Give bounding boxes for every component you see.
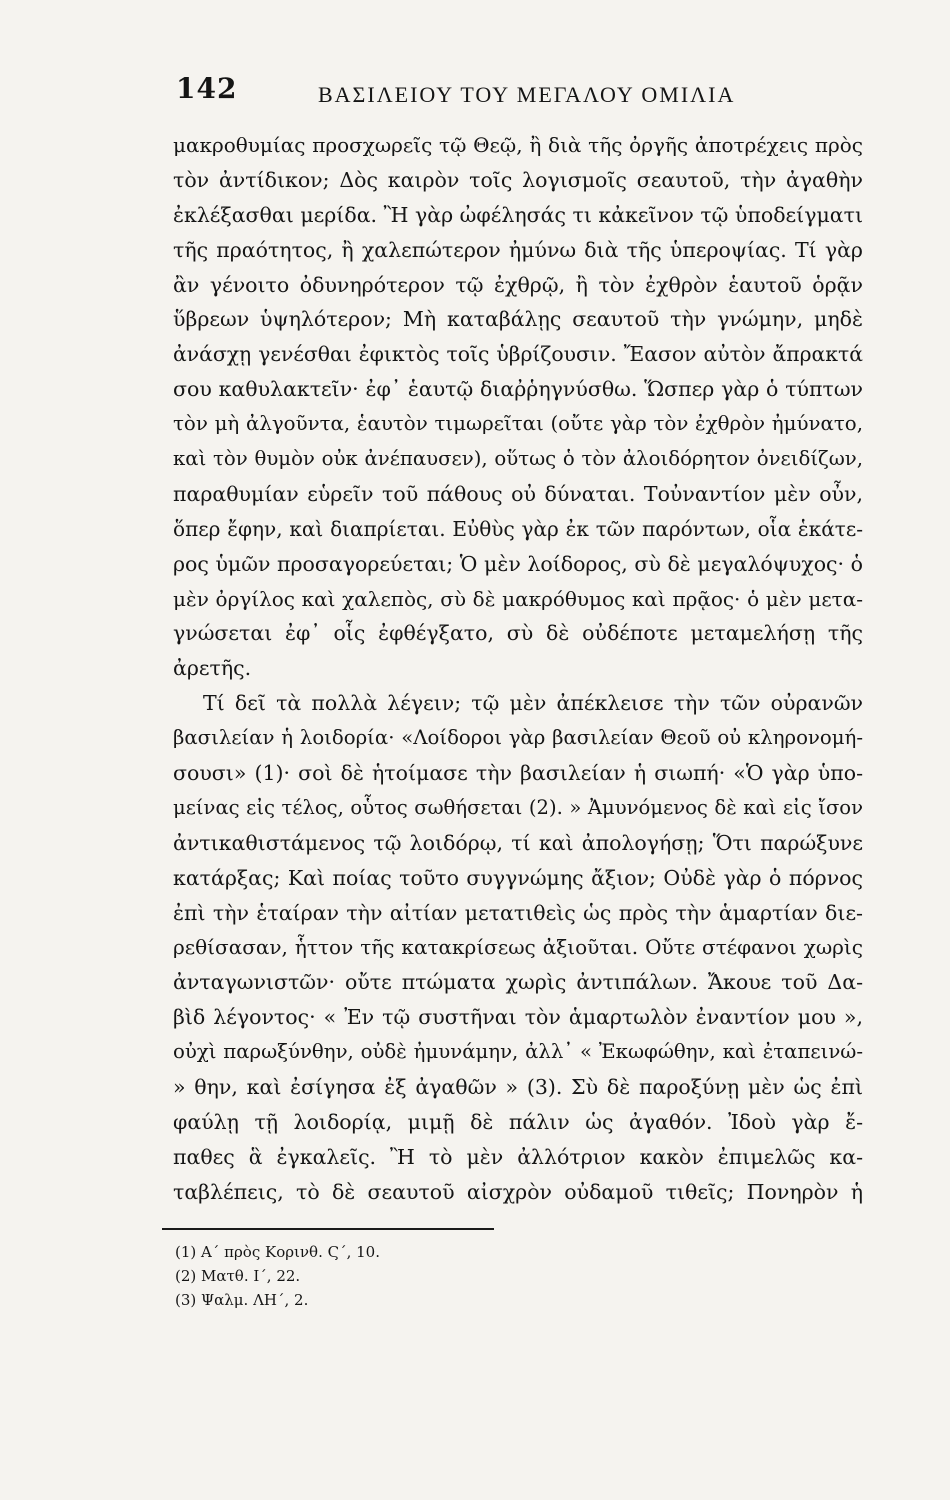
text-line: παθες ἃ ἐγκαλεῖς. Ἢ τὸ μὲν ἀλλότριον κακὸν ἐπιμελῶς κα- bbox=[173, 1144, 863, 1169]
text-line: ἐκλέξασθαι μερίδα. Ἢ γὰρ ὠφέλησάς τι κἀκεῖνον τῷ ὑποδείγματι bbox=[173, 202, 863, 227]
text-line: βὶδ λέγοντος· « Ἐν τῷ συστῆναι τὸν ἁμαρτωλὸν ἐναντίον μου », bbox=[173, 1005, 863, 1030]
text-line: μείνας εἰς τέλος, οὗτος σωθήσεται (2). » Ἀμυνόμενος δὲ καὶ εἰς ἴσον bbox=[173, 795, 863, 819]
text-line: ταβλέπεις, τὸ δὲ σεαυτοῦ αἰσχρὸν οὐδαμοῦ τιθεῖς; Πονηρὸν ἡ bbox=[173, 1179, 863, 1204]
text-line: μὲν ὀργίλος καὶ χαλεπὸς, σὺ δὲ μακρόθυμος καὶ πρᾷος· ὁ μὲν μετα- bbox=[173, 586, 863, 611]
page-number: 142 bbox=[176, 72, 238, 105]
footnote: (3) Ψαλμ. ΛΗ΄, 2. bbox=[175, 1291, 309, 1309]
text-line: σου καθυλακτεῖν· ἐφ᾽ ἑαυτῷ διαῤῥηγνύσθω. Ὥσπερ γὰρ ὁ τύπτων bbox=[173, 377, 863, 402]
text-line: ρος ὑμῶν προσαγορεύεται; Ὁ μὲν λοίδορος, σὺ δὲ μεγαλόψυχος· ὁ bbox=[173, 551, 863, 576]
footnotes bbox=[175, 1240, 575, 1312]
text-line: βασιλείαν ἡ λοιδορία· «Λοίδοροι γὰρ βασιλείαν Θεοῦ οὐ κληρονομή- bbox=[173, 726, 863, 750]
text-line: οὐχὶ παρωξύνθην, οὐδὲ ἠμυνάμην, ἀλλ᾽ « Ἐκωφώθην, καὶ ἐταπεινώ- bbox=[173, 1040, 863, 1064]
footnote: (2) Ματθ. Ι΄, 22. bbox=[175, 1267, 301, 1285]
text-line: φαύλῃ τῇ λοιδορίᾳ, μιμῇ δὲ πάλιν ὡς ἀγαθόν. Ἰδοὺ γὰρ ἔ- bbox=[173, 1109, 863, 1134]
text-line: κατάρξας; Καὶ ποίας τοῦτο συγγνώμης ἄξιον; Οὐδὲ γὰρ ὁ πόρνος bbox=[173, 865, 863, 890]
text-line: καὶ τὸν θυμὸν οὐκ ἀνέπαυσεν), οὕτως ὁ τὸν ἀλοιδόρητον ὀνειδίζων, bbox=[173, 447, 863, 471]
footnote-divider bbox=[162, 1228, 494, 1230]
text-line: ἀνταγωνιστῶν· οὔτε πτώματα χωρὶς ἀντιπάλων. Ἄκουε τοῦ Δα- bbox=[173, 970, 863, 995]
text-line: ἂν γένοιτο ὀδυνηρότερον τῷ ἐχθρῷ, ἢ τὸν ἐχθρὸν ἑαυτοῦ ὁρᾷν bbox=[173, 272, 863, 297]
running-head bbox=[168, 72, 858, 112]
body-text bbox=[173, 128, 863, 1210]
text-line: ἐπὶ τὴν ἑταίραν τὴν αἰτίαν μετατιθεὶς ὡς πρὸς τὴν ἁμαρτίαν διε- bbox=[173, 900, 863, 925]
text-line: ὅπερ ἔφην, καὶ διαπρίεται. Εὐθὺς γὰρ ἐκ τῶν παρόντων, οἷα ἑκάτε- bbox=[173, 516, 863, 541]
text-line: » θην, καὶ ἐσίγησα ἐξ ἀγαθῶν » (3). Σὺ δὲ παροξύνῃ μὲν ὡς ἐπὶ bbox=[173, 1075, 863, 1100]
text-line: τῆς πραότητος, ἢ χαλεπώτερον ἠμύνω διὰ τῆς ὑπεροψίας. Τί γὰρ bbox=[173, 237, 863, 262]
text-line: ρεθίσασαν, ἧττον τῆς κατακρίσεως ἀξιοῦται. Οὔτε στέφανοι χωρὶς bbox=[173, 935, 863, 960]
text-line: μακροθυμίας προσχωρεῖς τῷ Θεῷ, ἢ διὰ τῆς ὀργῆς ἀποτρέχεις πρὸς bbox=[173, 133, 863, 157]
text-line: τὸν ἀντίδικον; Δὸς καιρὸν τοῖς λογισμοῖς σεαυτοῦ, τὴν ἀγαθὴν bbox=[173, 167, 863, 192]
text-line: Τί δεῖ τὰ πολλὰ λέγειν; τῷ μὲν ἀπέκλεισε τὴν τῶν οὐρανῶν bbox=[203, 691, 863, 716]
text-line: γνώσεται ἐφ᾽ οἷς ἐφθέγξατο, σὺ δὲ οὐδέποτε μεταμελήσῃ τῆς bbox=[173, 621, 863, 646]
text-line: ἀρετῆς. bbox=[173, 656, 252, 681]
text-line: τὸν μὴ ἀλγοῦντα, ἑαυτὸν τιμωρεῖται (οὔτε γὰρ τὸν ἐχθρὸν ἠμύνατο, bbox=[173, 412, 863, 436]
text-line: ὕβρεων ὑψηλότερον; Μὴ καταβάλῃς σεαυτοῦ τὴν γνώμην, μηδὲ bbox=[173, 307, 863, 332]
text-line: σουσι» (1)· σοὶ δὲ ἡτοίμασε τὴν βασιλείαν ἡ σιωπή· «Ὁ γὰρ ὑπο- bbox=[173, 761, 863, 786]
text-line: ἀντικαθιστάμενος τῷ λοιδόρῳ, τί καὶ ἀπολογήσῃ; Ὅτι παρώξυνε bbox=[173, 830, 863, 855]
text-line: παραθυμίαν εὑρεῖν τοῦ πάθους οὐ δύναται. Τοὐναντίον μὲν οὖν, bbox=[173, 481, 863, 506]
text-line: ἀνάσχῃ γενέσθαι ἐφικτὸς τοῖς ὑβρίζουσιν. Ἔασον αὐτὸν ἄπρακτά bbox=[173, 342, 863, 367]
footnote: (1) Α΄ πρὸς Κορινθ. Ϛ΄, 10. bbox=[175, 1243, 380, 1261]
running-title: ΒΑΣΙΛΕΙΟΥ ΤΟΥ ΜΕΓΑΛΟΥ ΟΜΙΛΙΑ bbox=[318, 82, 736, 107]
